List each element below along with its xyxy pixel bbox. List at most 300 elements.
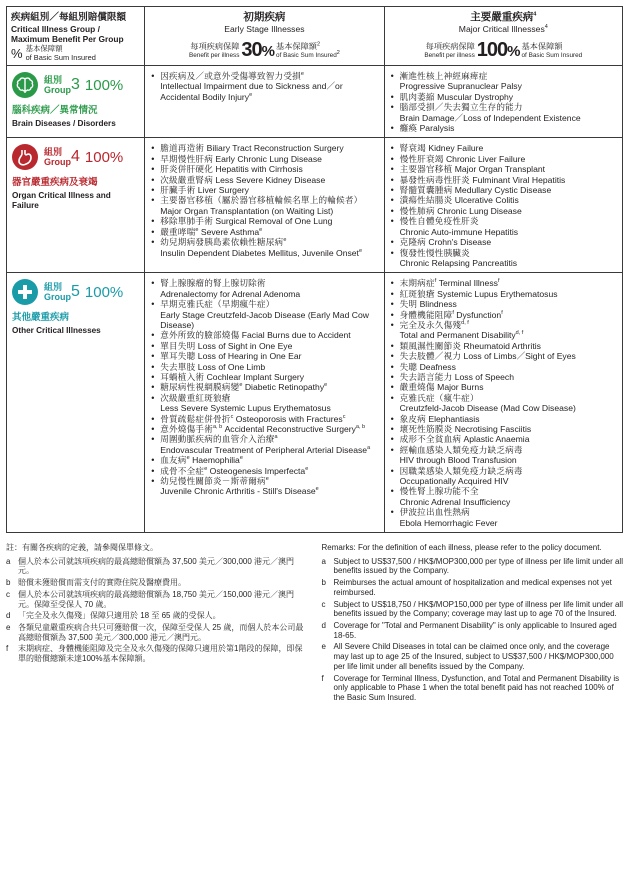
illness-name-en: Less Severe Kidney Disease: [215, 174, 326, 185]
stomach-icon: [12, 144, 38, 170]
illness-name-zh: 身體機能阻障: [399, 309, 453, 320]
footnote-marker: d, f: [515, 330, 524, 337]
remarks-en-heading: Remarks: For the definition of each illness, please refer to the policy document.: [321, 543, 602, 553]
list-item: [151, 195, 379, 216]
list-item: [391, 372, 618, 382]
illness-name-zh: 漸進性核上神經麻痺症: [399, 71, 488, 81]
early-illness-list: [145, 66, 383, 106]
header-col3-zh-sup: 4: [533, 11, 537, 18]
list-item: [151, 154, 379, 164]
illness-name-zh: 腎髓質囊腫病: [399, 185, 453, 196]
major-list-cell: [384, 66, 622, 138]
group-row-4: [7, 138, 623, 273]
list-item: [151, 341, 379, 351]
illness-name-zh: 慢性肝衰竭: [399, 153, 444, 164]
footnote-marker: e: [358, 247, 363, 254]
remark-key: b: [321, 578, 326, 588]
illness-name-zh: 完全及永久傷殘: [399, 319, 462, 330]
footnote-marker: f: [501, 309, 503, 316]
header-col3-left-zh: 每項疾病保障: [425, 42, 475, 51]
illness-name-zh: 意外所致的臉部燒傷: [160, 330, 240, 341]
illness-name-zh: 克隆病: [399, 237, 426, 248]
header-col1-pct-en: of Basic Sum Insured: [25, 52, 96, 62]
header-col2-big: 30: [241, 39, 262, 61]
illness-name-zh: 幼兒慢性關節炎－斯蒂爾病: [160, 476, 266, 487]
illness-name-en: Elephantiasis: [428, 413, 480, 424]
illness-name-en: Chronic Lung Disease: [437, 205, 522, 216]
illness-name-en: Adrenalectomy for Adrenal Adenoma: [160, 288, 301, 299]
list-item: [391, 248, 618, 269]
footnote-marker: a: [367, 444, 371, 451]
illness-name-zh: 暴發性病毒性肝炎: [399, 174, 470, 185]
footnote-marker: e: [259, 226, 263, 233]
illness-name-en: Aplastic Anaemia: [463, 434, 530, 445]
illness-name-zh: 類風濕性關節炎: [399, 340, 462, 351]
remarks-section: [6, 543, 623, 705]
illness-name-zh: 失去語言能力: [399, 371, 453, 382]
group-cell: [7, 66, 145, 138]
footnote-marker: e: [315, 486, 319, 493]
illness-name-en: Major Organ Transplantation (on Waiting List): [160, 205, 334, 216]
major-illness-list: [385, 138, 622, 272]
illness-name-zh: 主要器官移植: [399, 164, 453, 175]
header-col3-en: Major Critical Illnesses: [458, 24, 545, 34]
remark-item: [6, 590, 308, 609]
list-item: [391, 486, 618, 507]
remark-item: [322, 642, 624, 671]
remark-key: a: [321, 556, 326, 566]
list-item: [391, 466, 618, 487]
group-cell: [7, 138, 145, 273]
list-item: [391, 102, 618, 123]
illness-name-en: Dysfunction: [456, 309, 502, 320]
header-group-cell: [7, 7, 145, 66]
remark-text: Subject to US$18,750 / HK$/MOP150,000 per type of illness per life limit under all benefits issued by the Company; coverage may last up to age 70 of the Insured.: [333, 599, 623, 619]
illness-name-en: Biliary Tract Reconstruction Surgery: [206, 143, 344, 154]
list-item: [391, 71, 618, 92]
remark-item: [322, 557, 624, 576]
group-number: 5: [71, 283, 80, 301]
header-col2-zh: 初期疾病: [243, 11, 286, 23]
illness-name-zh: 腎衰竭: [399, 143, 426, 154]
list-item: [151, 164, 379, 174]
header-col3-right-en: of Basic Sum Insured: [521, 52, 583, 59]
footnote-marker: e: [204, 465, 208, 472]
header-major-cell: [384, 7, 622, 66]
group-percent: 100%: [84, 148, 124, 166]
list-item: [151, 216, 379, 226]
illness-name-en: Kidney Failure: [428, 143, 484, 154]
group-label-en: Group: [44, 85, 71, 95]
list-item: [151, 227, 379, 237]
footnote-marker: e: [249, 91, 253, 98]
group-label-en: Group: [44, 292, 71, 303]
benefit-schedule: [6, 6, 623, 705]
footnote-marker: e: [265, 476, 269, 483]
remark-item: [322, 578, 624, 597]
header-col2-right-sup: 2: [316, 41, 321, 48]
illness-name-zh: 伊波拉出血性熱病: [399, 507, 470, 518]
footnote-marker: e: [300, 71, 304, 78]
header-col3-zh: 主要嚴重疾病: [470, 11, 534, 23]
group-percent: 100%: [84, 76, 124, 94]
list-item: [391, 393, 618, 414]
illness-name-en: Insulin Dependent Diabetes Mellitus, Juvenile Onset: [160, 247, 359, 258]
header-col2-right-en: of Basic Sum Insured: [276, 52, 337, 59]
illness-name-en: Loss of Sight in One Eye: [197, 340, 293, 351]
illness-name-zh: 意外燒傷手術: [160, 424, 213, 434]
illness-name-en: Osteogenesis Imperfecta: [209, 465, 306, 476]
list-item: [391, 507, 618, 528]
illness-name-en: Loss of Limbs／Sight of Eyes: [463, 351, 576, 362]
group-label-en: Group: [44, 157, 71, 168]
header-col2-left-en: Benefit per illness: [188, 52, 240, 59]
list-item: [391, 185, 618, 195]
illness-name-zh: 成骨不全症: [160, 465, 205, 476]
illness-name-en: Paralysis: [419, 123, 455, 134]
illness-name-zh: 次級嚴重紅斑狼瘡: [160, 392, 231, 403]
illness-name-zh: 失明: [399, 299, 418, 310]
table-header-row: [7, 7, 623, 66]
header-col3-en-sup: 4: [544, 24, 548, 31]
illness-name-en: Loss of Speech: [454, 371, 514, 382]
illness-name-en: Diabetic Retinopathy: [244, 382, 325, 393]
illness-name-zh: 慢性自體免疫性肝炎: [399, 216, 479, 227]
illness-name-en: Chronic Auto-immune Hepatitis: [399, 226, 519, 237]
footnote-marker: c: [342, 413, 346, 420]
remark-text: Subject to US$37,500 / HK$/MOP300,000 per type of illness per life limit under all benefits issued by the Company.: [333, 556, 623, 576]
remark-text: 賠償未獲賠償而需支付的實際住院及醫療費用。: [18, 578, 186, 588]
illness-name-zh: 慢性肺病: [399, 205, 435, 216]
header-col2-pct: %: [261, 43, 275, 60]
remark-text: 個人於本公司就該項疾病的最高總賠償額為 37,500 美元／300,000 港元／澳門元。: [18, 556, 295, 576]
list-item: [391, 445, 618, 466]
early-list-cell: [145, 66, 384, 138]
illness-name-zh: 失聰: [399, 361, 418, 372]
illness-name-zh: 克雅氏症（瘋牛症）: [399, 392, 479, 403]
group-label-zh: 組別: [44, 282, 63, 293]
list-item: [151, 143, 379, 153]
illness-name-zh: 膽道再造術: [160, 143, 205, 154]
illness-name-en: Intellectual Impairment due to Sickness and／or Accidental Bodily Injury: [160, 81, 343, 102]
list-item: [391, 299, 618, 309]
list-item: [151, 424, 379, 434]
list-item: [151, 299, 379, 330]
illness-name-zh: 失去肢體／視力: [399, 351, 462, 362]
illness-name-en: Endovascular Treatment of Peripheral Arterial Disease: [160, 444, 368, 455]
illness-name-en: Major Burns: [437, 382, 484, 393]
illness-name-en: Accidental Reconstructive Surgery: [224, 424, 356, 434]
list-item: [391, 216, 618, 237]
footnote-marker: a: [274, 434, 278, 441]
list-item: [151, 466, 379, 476]
illness-name-zh: 慢性腎上腺功能不全: [399, 486, 479, 497]
footnote-marker: e: [239, 382, 243, 389]
illness-name-en: Rheumatoid Arthritis: [463, 340, 541, 351]
list-item: [391, 164, 618, 174]
header-col2-left-zh: 每項疾病保障: [190, 42, 240, 51]
illness-name-en: Cochlear Implant Surgery: [206, 371, 305, 382]
remark-key: f: [321, 673, 324, 683]
remark-text: All Severe Child Diseases in total can be claimed once only, and the coverage may last up to age 25 of the Insured, subject to US$37,500 / HK$/MOP300,000 per life limit under all benefits issued by the Company.: [333, 642, 614, 671]
footnote-marker: e: [186, 455, 190, 462]
group-category-en: Organ Critical Illness and Failure: [12, 191, 111, 211]
illness-name-zh: 腎上腺腺瘤的腎上腺切除術: [160, 278, 266, 289]
illness-name-en: Ebola Hemorrhagic Fever: [399, 517, 498, 528]
remark-key: d: [6, 611, 11, 621]
list-item: [391, 382, 618, 392]
list-item: [151, 372, 379, 382]
remark-key: e: [6, 622, 11, 632]
remark-item: [6, 557, 308, 576]
footnote-marker: f: [434, 278, 437, 285]
illness-name-zh: 經輸血感染人類免疫力缺乏病毒: [399, 444, 523, 455]
list-item: [151, 351, 379, 361]
list-item: [391, 434, 618, 444]
remark-text: 末期病症、身體機能阻障及完全及永久傷殘的保障只適用於第1階段的保障，即保單的賠償總額未達100%基本保障額。: [18, 644, 303, 664]
header-col1-zh: 疾病組別／每組別賠償限額: [11, 12, 127, 23]
footnote-marker: d, f: [461, 320, 469, 327]
group-label-zh: 組別: [44, 147, 63, 158]
group-number: 3: [71, 76, 80, 93]
illness-name-en: Fulminant Viral Hepatitis: [472, 174, 566, 185]
cross-icon: [12, 279, 38, 305]
illness-name-en: Deafness: [419, 361, 456, 372]
illness-name-en: Chronic Liver Failure: [445, 153, 526, 164]
list-item: [151, 434, 379, 455]
header-col3-big: 100: [476, 39, 508, 61]
remark-key: f: [6, 644, 9, 654]
remark-key: b: [6, 578, 11, 588]
illness-name-zh: 單目失明: [160, 340, 196, 351]
group-category-zh: 器官嚴重疾病及衰竭: [12, 177, 98, 189]
group-label-zh: 組別: [44, 75, 63, 85]
list-item: [151, 237, 379, 258]
remark-key: a: [6, 556, 11, 566]
illness-table: [6, 6, 623, 533]
remark-key: c: [321, 599, 326, 609]
remark-item: [322, 621, 624, 640]
header-col1-pct: %: [11, 45, 23, 61]
illness-name-zh: 復發性慢性胰臟炎: [399, 247, 470, 258]
remark-item: [322, 674, 624, 703]
list-item: [391, 237, 618, 247]
illness-name-zh: 紅斑狼瘡: [399, 288, 435, 299]
illness-name-en: Creutzfeld-Jacob Disease (Mad Cow Disease): [399, 403, 576, 414]
illness-name-zh: 骨質疏鬆症併骨折: [160, 413, 231, 424]
footnote-marker: e: [283, 237, 287, 244]
illness-name-en: Surgical Removal of One Lung: [215, 216, 333, 227]
major-illness-list: [385, 273, 622, 532]
list-item: [151, 175, 379, 185]
illness-name-zh: 壞死性筋膜炎: [399, 424, 453, 434]
illness-name-en: HIV through Blood Transfusion: [399, 455, 517, 466]
footnote-marker: a, b: [355, 424, 366, 431]
remark-key: d: [321, 620, 326, 630]
remark-item: [6, 578, 308, 588]
illness-name-zh: 肝炎併肝硬化: [160, 164, 213, 175]
illness-name-en: Systemic Lupus Erythematosus: [437, 288, 558, 299]
footnote-marker: e: [195, 226, 199, 233]
illness-name-en: Early Chronic Lung Disease: [215, 153, 322, 164]
footnote-marker: c: [230, 413, 234, 420]
illness-name-zh: 血友病: [160, 455, 187, 466]
illness-name-zh: 幼兒期病發胰島素依賴性糖尿病: [160, 237, 284, 248]
group-category-en: Brain Diseases / Disorders: [12, 119, 116, 128]
remark-key: e: [321, 642, 326, 652]
illness-name-en: Less Severe Systemic Lupus Erythematosus: [160, 403, 331, 414]
remark-text: 個人於本公司就該項疾病的最高總賠償額為 18,750 美元／150,000 港元／澳門元。保障至受保人 70 歲。: [18, 589, 295, 609]
illness-name-en: Osteoporosis with Fractures: [235, 413, 343, 424]
remark-text: Coverage for "Total and Permanent Disability" is only applicable to Insured aged 18-65.: [333, 620, 617, 640]
illness-name-zh: 單耳失聰: [160, 351, 196, 362]
header-early-cell: [145, 7, 384, 66]
illness-name-en: Crohn's Disease: [428, 237, 492, 248]
list-item: [391, 154, 618, 164]
header-col2-en: Early Stage Illnesses: [224, 24, 305, 34]
illness-name-en: Severe Asthma: [200, 226, 260, 237]
illness-name-zh: 移除單肺手術: [160, 216, 213, 227]
illness-name-zh: 腦部受損／失去獨立生存的能力: [399, 102, 523, 113]
illness-name-en: Chronic Relapsing Pancreatitis: [399, 257, 518, 268]
remark-item: [6, 623, 308, 642]
remark-text: 「完全及永久傷殘」保障只適用於 18 至 65 歲的受保人。: [18, 611, 221, 621]
list-item: [391, 289, 618, 299]
early-illness-list: [145, 273, 383, 501]
major-illness-list: [385, 66, 622, 137]
illness-name-zh: 糖尿病性視網膜病變: [160, 382, 240, 393]
remark-item: [322, 600, 624, 619]
illness-name-en: Liver Surgery: [197, 185, 249, 196]
list-item: [391, 351, 618, 361]
major-list-cell: [384, 273, 622, 533]
illness-name-zh: 主要器官移植（屬於器官移植輪候名單上的輪候者）: [160, 195, 363, 206]
early-list-cell: [145, 138, 384, 273]
list-item: [391, 175, 618, 185]
illness-name-en: Loss of One Limb: [197, 361, 266, 372]
footnote-marker: e: [305, 465, 309, 472]
illness-name-en: Medullary Cystic Disease: [454, 185, 552, 196]
list-item: [151, 382, 379, 392]
early-list-cell: [145, 273, 384, 533]
illness-name-zh: 癱瘓: [399, 123, 418, 134]
illness-name-en: Early Stage Creutzfeld-Jacob Disease (Early Mad Cow Disease): [160, 309, 369, 330]
header-col3-left-en: Benefit per illness: [424, 52, 475, 59]
remark-text: 各類兒童嚴重疾病合共只可獲賠償一次，保障至受保人 25 歲，而個人於本公司最高總賠償額為 37,500 美元／300,000 港元／澳門元。: [18, 622, 304, 642]
illness-name-zh: 肝臟手術: [160, 185, 196, 196]
illness-name-en: Muscular Dystrophy: [437, 91, 514, 102]
remarks-en: [316, 543, 624, 705]
list-item: [391, 414, 618, 424]
list-item: [151, 330, 379, 340]
major-list-cell: [384, 138, 622, 273]
footnote-marker: e: [239, 455, 243, 462]
brain-icon: [12, 72, 38, 98]
header-col3-right-zh: 基本保障額: [521, 42, 563, 51]
remarks-zh-heading: 註：有關各疾病的定義，請參閱保單條文。: [6, 543, 158, 553]
illness-name-zh: 成形不全貧血病: [399, 434, 462, 445]
group-number: 4: [71, 148, 80, 166]
illness-name-en: Major Organ Transplant: [454, 164, 546, 175]
illness-name-en: Ulcerative Colitis: [454, 195, 519, 206]
illness-name-zh: 潰瘍性結腸炎: [399, 195, 453, 206]
header-col3-pct: %: [507, 43, 520, 60]
illness-name-zh: 失去單肢: [160, 361, 196, 372]
list-item: [391, 362, 618, 372]
list-item: [151, 455, 379, 465]
list-item: [151, 71, 379, 102]
illness-name-en: Hepatitis with Cirrhosis: [215, 164, 303, 175]
header-col2-right-en-sup: 2: [336, 49, 340, 56]
illness-name-en: Blindness: [419, 299, 457, 310]
illness-name-zh: 耳蝸植入術: [160, 371, 205, 382]
illness-name-zh: 早期慢性肝病: [160, 153, 213, 164]
illness-name-zh: 象皮病: [399, 413, 426, 424]
group-percent: 100%: [84, 283, 124, 301]
illness-name-zh: 周圍動脈疾病的血管介入治療: [160, 434, 275, 445]
group-cell: [7, 273, 145, 533]
remark-item: [6, 611, 308, 621]
illness-name-en: Facial Burns due to Accident: [241, 330, 351, 341]
list-item: [391, 278, 618, 288]
header-col1-en: Critical Illness Group / Maximum Benefit Per Group: [11, 24, 124, 44]
illness-name-en: Loss of Hearing in One Ear: [197, 351, 302, 362]
list-item: [391, 206, 618, 216]
illness-name-en: Terminal Illness: [438, 278, 498, 289]
illness-name-en: Total and Permanent Disability: [399, 330, 516, 341]
header-col1-pct-zh: 基本保障額: [25, 44, 63, 53]
footnote-marker: f: [497, 278, 500, 285]
illness-name-en: Occupationally Acquired HIV: [399, 476, 509, 487]
footnote-marker: f: [452, 309, 454, 316]
list-item: [151, 278, 379, 299]
illness-name-zh: 嚴重哮喘: [160, 226, 196, 237]
header-col2-right-zh: 基本保障額: [276, 42, 317, 51]
illness-name-zh: 早期克雅氏症（早期瘋牛症）: [160, 299, 275, 310]
list-item: [391, 123, 618, 133]
illness-name-zh: 末期病症: [399, 278, 435, 289]
illness-name-zh: 肌肉萎縮: [399, 91, 435, 102]
list-item: [151, 362, 379, 372]
illness-name-zh: 次級嚴重腎病: [160, 174, 213, 185]
footnote-marker: a, b: [212, 424, 223, 431]
group-row-5: [7, 273, 623, 533]
illness-name-en: Brain Damage／Loss of Independent Existence: [399, 112, 581, 123]
early-illness-list: [145, 138, 383, 261]
illness-name-zh: 嚴重燒傷: [399, 382, 435, 393]
illness-name-en: Juvenile Chronic Arthritis - Still's Disease: [160, 486, 316, 497]
remark-item: [6, 644, 308, 663]
list-item: [391, 341, 618, 351]
illness-name-zh: 因職業感染人類免疫力缺乏病毒: [399, 465, 523, 476]
list-item: [391, 195, 618, 205]
illness-name-en: Haemophilia: [192, 455, 240, 466]
list-item: [151, 476, 379, 497]
remark-key: c: [6, 589, 10, 599]
list-item: [151, 414, 379, 424]
group-category-en: Other Critical Illnesses: [12, 326, 101, 336]
list-item: [391, 310, 618, 320]
list-item: [151, 393, 379, 414]
illness-name-en: Chronic Adrenal Insufficiency: [399, 496, 511, 507]
remarks-zh: [6, 543, 316, 705]
illness-name-en: Progressive Supranuclear Palsy: [399, 81, 522, 92]
footnote-marker: e: [324, 382, 328, 389]
remark-text: Reimburses the actual amount of hospitalization and medical expenses not yet reimbursed.: [333, 578, 612, 597]
illness-name-zh: 因疾病及／或意外受傷導致智力受損: [160, 71, 301, 81]
illness-name-en: Necrotising Fasciitis: [454, 424, 532, 434]
group-row-3: [7, 66, 623, 138]
